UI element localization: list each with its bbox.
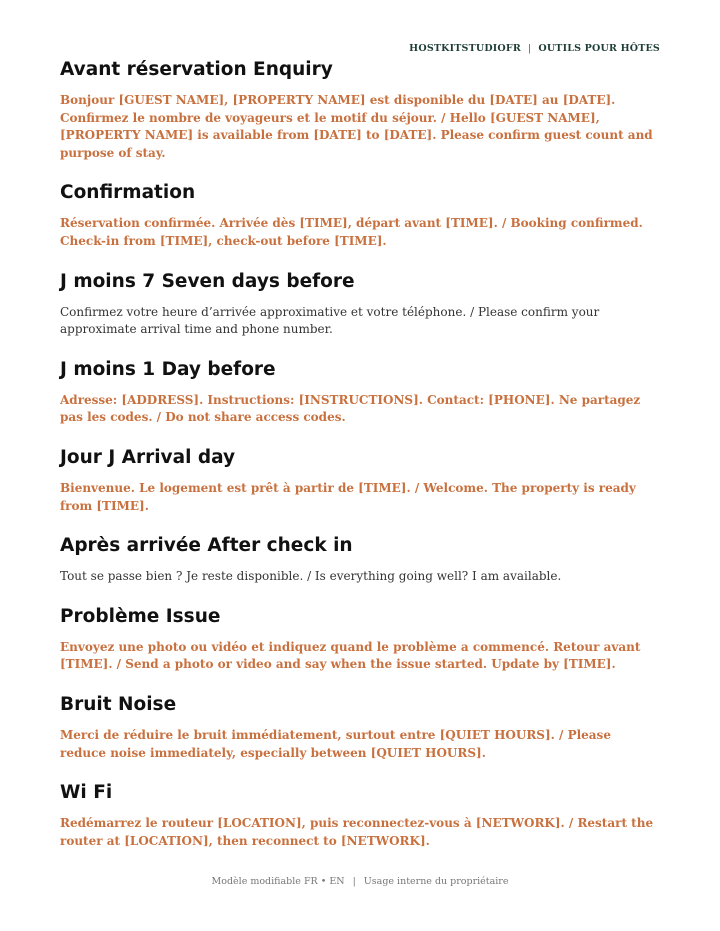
template-list [60,57,660,868]
section-arrival-day [60,445,660,515]
section-noise [60,692,660,762]
page-footer [0,876,720,887]
section-wifi [60,780,660,850]
footer-left: Modèle modifiable FR • EN [211,876,345,887]
footer-right: Usage interne du propriétaire [363,876,509,887]
section-text: Merci de réduire le bruit immédiatement, surtout entre [QUIET HOURS]. / Please reduce noise immediately, especially between [QUIET HOURS]. [60,727,611,760]
header-tagline: OUTILS POUR HÔTES [538,43,660,54]
page-header [409,43,660,54]
section-issue [60,604,660,674]
section-text: Confirmez votre heure d’arrivée approximative et votre téléphone. / Please confirm your approximate arrival time and phone number. [60,304,600,337]
section-confirmation [60,180,660,250]
section-after-check-in [60,533,660,586]
section-text: Adresse: [ADDRESS]. Instructions: [INSTRUCTIONS]. Contact: [PHONE]. Ne partagez pas les codes. / Do not share access codes. [60,392,641,425]
footer-separator: | [352,876,356,887]
section-title: Après arrivée After check in [60,535,353,557]
section-enquiry [60,57,660,162]
section-text: Redémarrez le routeur [LOCATION], puis reconnectez-vous à [NETWORK]. / Restart the router at [LOCATION], then reconnect to [NETWORK]. [60,816,654,848]
section-title: Bruit Noise [60,693,177,715]
section-text: Bienvenue. Le logement est prêt à partir de [TIME]. / Welcome. The property is ready from [TIME]. [60,480,636,513]
section-title: Jour J Arrival day [60,446,236,468]
section-day-before [60,357,660,427]
section-text: Tout se passe bien ? Je reste disponible. / Is everything going well? I am available. [60,569,562,584]
section-title: Confirmation [60,182,196,204]
header-separator: | [527,43,532,54]
section-title: J moins 1 Day before [60,358,276,380]
section-text: Bonjour [GUEST NAME], [PROPERTY NAME] est disponible du [DATE] au [DATE]. Confirmez le nombre de voyageurs et le motif du séjour. / Hello [GUEST NAME], [PROPERTY NAME] is available from [DATE] to [DATE]. Please confirm guest count and purpose of stay. [60,93,653,160]
section-text: Envoyez une photo ou vidéo et indiquez quand le problème a commencé. Retour avant [TIME]. / Send a photo or video and say when the issue started. Update by [TIME]. [60,639,641,672]
section-title: J moins 7 Seven days before [60,270,355,292]
section-title: Avant réservation Enquiry [60,59,333,80]
section-title: Problème Issue [60,605,221,627]
brand-name: HOSTKITSTUDIOFR [409,43,521,54]
section-text: Réservation confirmée. Arrivée dès [TIME], départ avant [TIME]. / Booking confirmed. Check-in from [TIME], check-out before [TIME]. [60,216,643,248]
section-title: Wi Fi [60,782,113,804]
section-seven-days-before [60,269,660,339]
